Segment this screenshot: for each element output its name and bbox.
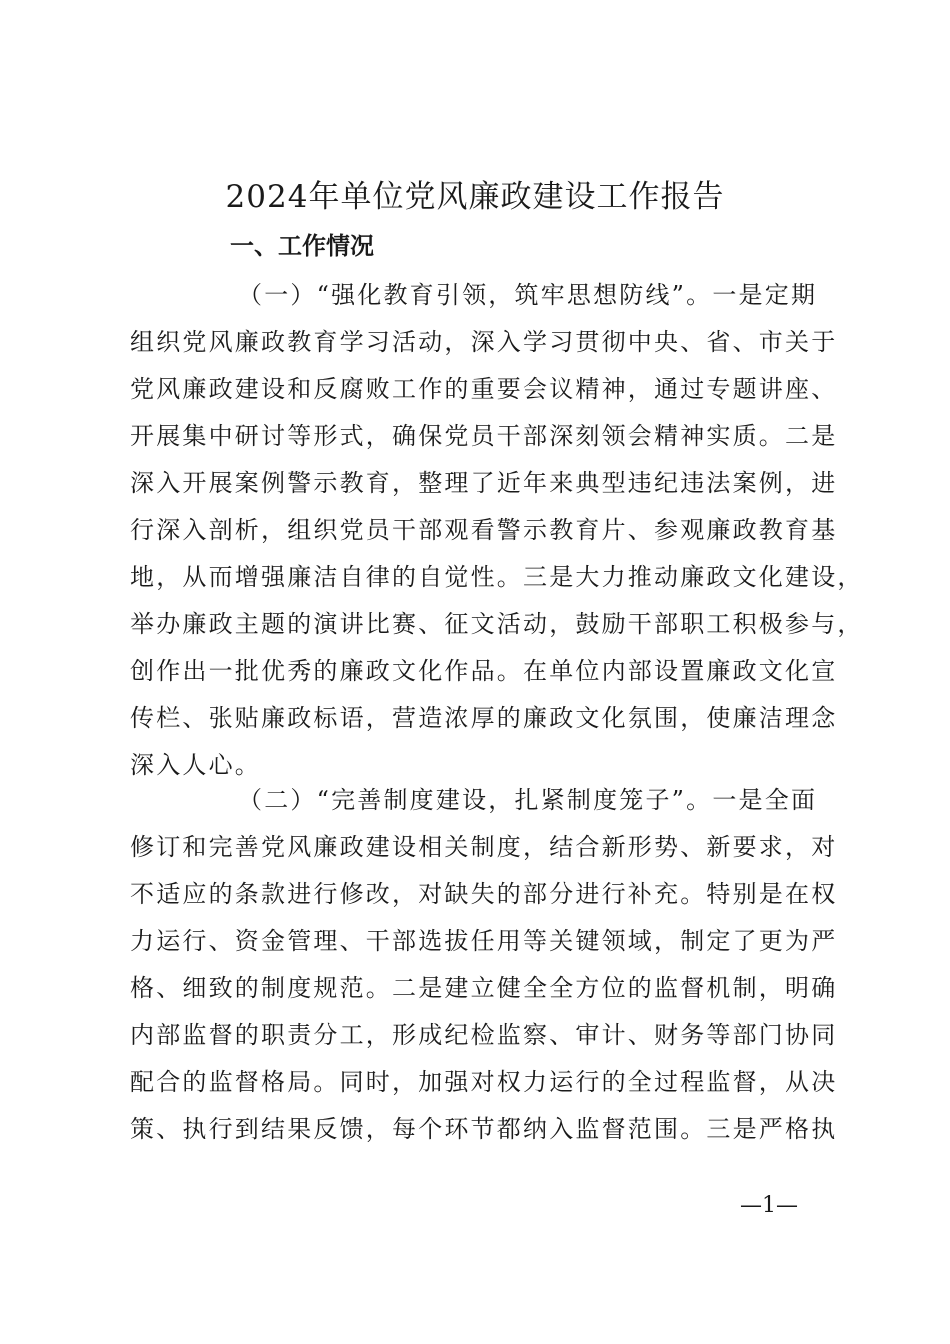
page-number: —1— [740, 1193, 798, 1218]
document-title: 2024年单位党风廉政建设工作报告 [225, 179, 725, 215]
paragraph-line: 深入人心。 [130, 751, 261, 779]
paragraph-line: 深入开展案例警示教育，整理了近年来典型违纪违法案例，进 [130, 469, 838, 497]
section-heading-work-status: 一、工作情况 [230, 232, 374, 260]
paragraph-line: 配合的监督格局。同时，加强对权力运行的全过程监督，从决 [130, 1068, 838, 1096]
paragraph-line: 开展集中研讨等形式，确保党员干部深刻领会精神实质。二是 [130, 422, 838, 450]
paragraph-line: 力运行、资金管理、干部选拔任用等关键领域，制定了更为严 [130, 927, 838, 955]
paragraph-line: 格、细致的制度规范。二是建立健全全方位的监督机制，明确 [130, 974, 838, 1002]
paragraph-line: 修订和完善党风廉政建设相关制度，结合新形势、新要求，对 [130, 833, 838, 861]
paragraph-line: 传栏、张贴廉政标语，营造浓厚的廉政文化氛围，使廉洁理念 [130, 704, 838, 732]
paragraph-line: 地，从而增强廉洁自律的自觉性。三是大力推动廉政文化建设， [130, 563, 864, 591]
paragraph-line: 行深入剖析，组织党员干部观看警示教育片、参观廉政教育基 [130, 516, 838, 544]
paragraph-line: （二）“完善制度建设，扎紧制度笼子”。一是全面 [238, 786, 818, 814]
paragraph-line: 内部监督的职责分工，形成纪检监察、审计、财务等部门协同 [130, 1021, 838, 1049]
paragraph-line: 策、执行到结果反馈，每个环节都纳入监督范围。三是严格执 [130, 1115, 838, 1143]
paragraph-education [130, 272, 864, 789]
paragraph-line: 不适应的条款进行修改，对缺失的部分进行补充。特别是在权 [130, 880, 838, 908]
paragraph-institution [130, 777, 850, 1153]
paragraph-line: 党风廉政建设和反腐败工作的重要会议精神，通过专题讲座、 [130, 375, 838, 403]
paragraph-line: 组织党风廉政教育学习活动，深入学习贯彻中央、省、市关于 [130, 328, 838, 356]
paragraph-line: 创作出一批优秀的廉政文化作品。在单位内部设置廉政文化宣 [130, 657, 838, 685]
paragraph-line: 举办廉政主题的演讲比赛、征文活动，鼓励干部职工积极参与， [130, 610, 864, 638]
paragraph-line: （一）“强化教育引领，筑牢思想防线”。一是定期 [238, 281, 818, 309]
